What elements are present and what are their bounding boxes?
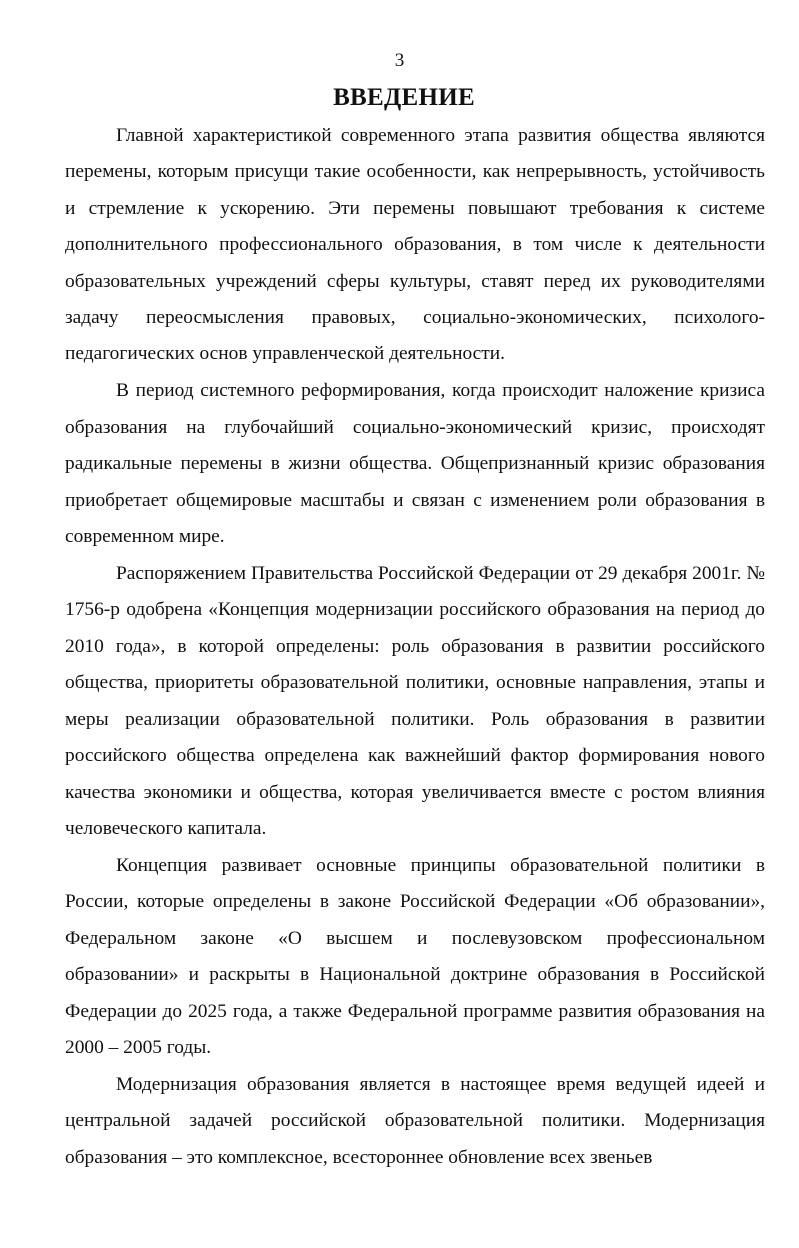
paragraph-3: Распоряжением Правительства Российской Федерации от 29 декабря 2001г. № 1756-р одобрена «Концепция модернизации российского образования на период до 2010 года», в которой определены: роль образования в развитии российского общества, приоритеты образовательной политики, основные направления, этапы и меры реализации образовательной политики. Роль образования в развитии российского общества определена как важнейший фактор формирования нового качества экономики и общества, которая увеличивается вместе с ростом влияния человеческого капитала. [65, 563, 765, 839]
page-number: 3 [394, 50, 405, 71]
paragraph-4: Концепция развивает основные принципы образовательной политики в России, которые определены в законе Российской Федерации «Об образовании», Федеральном законе «О высшем и послевузовском профессиональном образовании» и раскрыты в Национальной доктрине образования в Российской Федерации до 2025 года, а также Федеральной программе развития образования на 2000 – 2005 годы. [65, 854, 765, 1058]
paragraph-2: В период системного реформирования, когда происходит наложение кризиса образования на глубочайший социально-экономический кризис, происходят радикальные перемены в жизни общества. Общепризнанный кризис образования приобретает общемировые масштабы и связан с изменением роли образования в современном мире. [65, 380, 765, 548]
paragraph-5: Модернизация образования является в настоящее время ведущей идеей и центральной задачей российской образовательной политики. Модернизация образования – это комплексное, всестороннее обновление всех звеньев [65, 1073, 765, 1168]
page-title: ВВЕДЕНИЕ [333, 84, 475, 111]
paragraph-1: Главной характеристикой современного этапа развития общества являются перемены, которым присущи такие особенности, как непрерывность, устойчивость и стремление к ускорению. Эти перемены повышают требования к системе дополнительного профессионального образования, в том числе к деятельности образовательных учреждений сферы культуры, ставят перед их руководителями задачу переосмысления правовых, социально-экономических, психолого-педагогических основ управленческой деятельности. [65, 125, 765, 365]
body-text [65, 118, 765, 1176]
